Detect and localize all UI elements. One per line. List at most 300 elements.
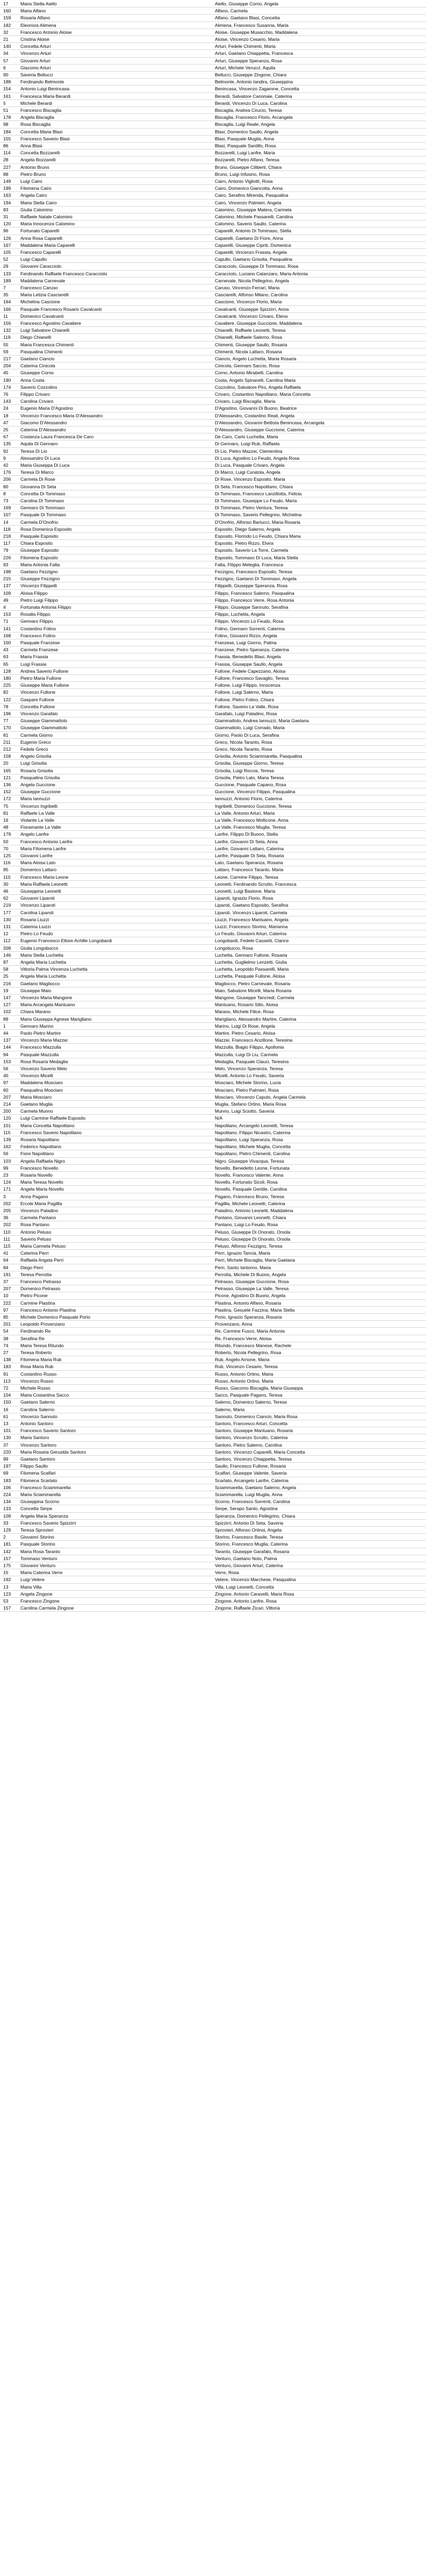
person-name-cell: Gennaro Marino [20,1023,54,1029]
parents-cell: Di Tommaso, Pietro Ventura, Teresa [215,505,288,511]
parents-cell: Munno, Luigi Sciotto, Saveria [215,1108,275,1114]
parents-cell: Re, Francesco Verre, Aloisa [215,1335,272,1341]
person-name-cell: Maria Filomena Lanfre [20,845,67,851]
person-name-cell: Luigi Frassia [20,661,47,667]
person-name-cell: Anna Rosa Caparelli [20,235,62,241]
table-row [0,732,426,739]
person-name-cell: Ferdinando Re [20,1328,51,1334]
table-row [0,1541,426,1548]
person-name-cell: Maria Carmela Peluso [20,1243,66,1249]
person-name-cell: Giacomo D'Alessandro [20,419,67,425]
person-name-cell: Domenico Petrasso [20,1286,61,1292]
table-row [0,207,426,214]
parents-cell: Bozzarelli, Luigi Lanfre, Maria [215,150,275,156]
person-name-cell: Vincenzo Paladino [20,1208,59,1213]
person-name-cell: Vincenzo Santoro [20,1442,56,1448]
person-name-cell: Caterina Liuzzi [20,924,51,929]
person-name-cell: Vincenzo Filippelli [20,583,57,589]
parents-cell: Fezzigno, Gaetano Di Tommaso, Angela [215,576,297,582]
record-number-cell: 205 [3,1208,11,1213]
parents-cell: Sprovieri, Alfonso Ortinoi, Angela [215,1527,282,1533]
parents-cell: Fullone, Fedele Capezzano, Aloisa [215,668,286,674]
record-number-cell: 119 [3,335,11,340]
record-number-cell: 190 [3,377,11,383]
person-name-cell: Luigi Vetere [20,1577,45,1583]
record-number-cell: 73 [3,498,9,503]
person-name-cell: Teresa Di Lio [20,448,47,454]
record-number-cell: 109 [3,590,11,596]
parents-cell: Cairo, Serafino Mirenda, Pasqualina [215,193,288,198]
table-row [0,519,426,526]
person-name-cell: Francesco Sciammarella [20,1484,71,1490]
parents-cell: Arturi, Michele Veruccl, Aquila [215,65,276,70]
parents-cell: Re, Carmine Fusco, Maria Antonia [215,1328,285,1334]
parents-cell: Folino, Gennaro Sorrenti, Caterina [215,625,285,631]
parents-cell: Ciancio, Angelo Luchetta, Maria Rosaria [215,356,297,361]
person-name-cell: Domenico Lattaro [20,867,57,873]
person-name-cell: Concetta Arturi [20,44,51,49]
record-number-cell: 197 [3,1463,11,1469]
parents-cell: Napolitano, Filippo Nicastro, Caterina [215,1129,291,1135]
parents-cell: Cairo, Domenico Giancotta, Anna [215,186,283,191]
record-number-cell: 44 [3,1030,9,1036]
person-name-cell: Filomena Scarlato [20,1477,57,1483]
table-row [0,100,426,107]
record-number-cell: 147 [3,995,11,1000]
parents-cell: Ingribelli, Domenico Guccione, Teresa [215,803,292,809]
person-name-cell: Fiore Napolitano [20,1151,54,1157]
record-number-cell: 182 [3,22,11,28]
parents-cell: Chianelli, Raffaele Leonetti, Teresa [215,328,286,333]
table-row [0,497,426,504]
record-number-cell: 204 [3,363,11,369]
parents-cell: Martire, Pietro Cesario, Aloisa [215,1030,276,1036]
person-name-cell: Maria Sciammarella [20,1492,61,1497]
person-name-cell: Vincenzo Maria Mazzei [20,1037,68,1043]
record-number-cell: 2 [3,1534,6,1540]
person-name-cell: Francesco Folino [20,632,56,638]
parents-cell: Bellucci, Giuseppe Zingone, Chiara [215,72,287,77]
record-number-cell: 100 [3,640,11,645]
table-row [0,156,426,163]
parents-cell: Lanfre, Giovanni Di Seta, Anna [215,838,278,844]
person-name-cell: Francesco Maria Leone [20,874,69,880]
record-number-cell: 172 [3,796,11,802]
parents-cell: Vetere, Vincenzo Marchese, Pasqualina [215,1577,296,1583]
record-number-cell: 57 [3,58,9,63]
person-name-cell: Michele Domenico Pasquale Porio [20,1314,90,1320]
parents-cell: N/A [215,1115,223,1121]
record-number-cell: 101 [3,1122,11,1128]
parents-cell: Grisolia, Antonio Sciammarella, Pasqualina [215,753,302,759]
parents-cell: Luchetta, Pasquale Fullone, Aloisa [215,973,285,979]
person-name-cell: Anna Costa [20,377,45,383]
parents-cell: Casciarelli, Alfonso Milano, Carolina [215,292,288,298]
person-name-cell: Maria Giuseppa Di Luca [20,462,70,468]
table-row [0,689,426,696]
table-row [0,994,426,1001]
table-row [0,1236,426,1243]
parents-cell: Bruno, Giuseppe Ciliberti, Chiara [215,164,282,170]
parents-cell: Plastina, Antonio Alfano, Rosaria [215,1300,281,1306]
table-row [0,1356,426,1363]
person-name-cell: Francesco Saverio Blasi [20,136,70,141]
parents-cell: Filippo, Francesco Verre, Rosa Antonia [215,597,294,603]
person-name-cell: Pietro Luigi Filippo [20,597,58,603]
record-number-cell: 177 [3,909,11,915]
table-row [0,377,426,384]
record-number-cell: 176 [3,469,11,475]
person-name-cell: Carolina Carmela Zingone [20,1605,74,1611]
record-number-cell: 183 [3,1477,11,1483]
person-name-cell: Luigi Cairo [20,179,42,184]
person-name-cell: Luigi Capullo [20,257,47,262]
table-row [0,398,426,405]
parents-cell: Di Marco, Luigi Curatola, Angela [215,469,280,475]
record-number-cell: 152 [3,789,11,795]
parents-cell: Luchetta, Gennaro Fullone, Rosaria [215,952,287,958]
parents-cell: Liuzzi, Francesco Storino, Marianna [215,924,288,929]
record-number-cell: 29 [3,264,9,269]
parents-cell: Venturo, Giovanni Arturi, Caterina [215,1563,283,1568]
person-name-cell: Rosa Pantano [20,1222,49,1228]
record-number-cell: 196 [3,711,11,716]
table-row [0,845,426,852]
table-row [0,824,426,831]
table-row [0,1562,426,1569]
person-name-cell: Pasquale Storino [20,1541,55,1547]
table-row [0,341,426,348]
person-name-cell: Giovanni Storino [20,1534,54,1540]
table-row [0,291,426,298]
person-name-cell: Costantino Folino [20,625,56,631]
table-row [0,391,426,398]
parents-cell: Di Seta, Francesco Napolitano, Chiara [215,483,293,489]
person-name-cell: Giuseppe Fezzigno [20,576,60,582]
record-number-cell: 140 [3,44,11,49]
parents-cell: Muglia, Stefano Ortino, Maria Rosa [215,1101,286,1107]
parents-cell: Bruno, Luigi Infusino, Rosa [215,171,270,177]
table-row [0,36,426,43]
parents-cell: Longobardi, Fedele Cassetti, Clarice [215,938,289,944]
person-name-cell: Giuseppe Guccione [20,789,61,795]
parents-cell: Biscaglia, Francesco Florio, Arcangela [215,115,293,120]
table-row [0,753,426,760]
record-number-cell: 208 [3,945,11,951]
record-number-cell: 70 [3,845,9,851]
table-row [0,1363,426,1370]
record-number-cell: 183 [3,1364,11,1370]
table-row [0,1527,426,1534]
record-number-cell: 37 [3,1279,9,1284]
table-row [0,1044,426,1051]
table-row [0,902,426,909]
record-number-cell: 37 [3,1442,9,1448]
record-number-cell: 12 [3,931,9,937]
person-name-cell: Raffaele Natale Calomino [20,214,73,219]
table-row [0,582,426,589]
table-row [0,1491,426,1498]
table-row [0,710,426,717]
record-number-cell: 35 [3,292,9,298]
person-name-cell: Francesco Antonio Lanfre [20,838,73,844]
parents-cell: Aloise, Giuseppe Musacchio, Maddalena [215,29,298,35]
person-name-cell: Filomena Cairo [20,186,52,191]
person-name-cell: Angela Cairo [20,193,47,198]
person-name-cell: Caterina Perri [20,1250,49,1256]
person-name-cell: Giovanni Lanfre [20,853,53,858]
person-name-cell: Giovanni Caracciolo [20,264,62,269]
record-number-cell: 78 [3,703,9,709]
person-name-cell: Giovanni Venturo [20,1563,56,1568]
table-row [0,1513,426,1520]
table-row [0,866,426,873]
person-name-cell: Maria Teresa Novello [20,1179,63,1185]
parents-cell: Rub, Angelo Arnone, Maria [215,1357,270,1363]
table-row [0,1271,426,1278]
person-name-cell: Rosa Biscaglia [20,122,51,127]
parents-cell: Alimena, Francesco Susanna, Maria [215,22,289,28]
person-name-cell: Cristina Aloise [20,37,49,42]
table-row [0,483,426,490]
table-row [0,1498,426,1505]
person-name-cell: Concetta Bozzarelli [20,150,60,156]
record-number-cell: 202 [3,1200,11,1206]
parents-cell: Verre, Rosa [215,1570,239,1576]
record-number-cell: 161 [3,93,11,99]
parents-cell: Picone, Agostino Di Buono, Angela [215,1293,286,1299]
table-row [0,1427,426,1434]
table-row [0,129,426,136]
record-number-cell: 72 [3,1385,9,1391]
person-name-cell: Gennaro Filippo [20,618,53,624]
person-name-cell: Maria Arcangela Mantuano [20,1002,75,1008]
record-number-cell: 17 [3,1,9,6]
parents-cell: Peluso, Alfonso Fezzigno, Teresa [215,1243,283,1249]
person-name-cell: Gaetano Muglia [20,1101,53,1107]
person-name-cell: Carmela Pantano [20,1215,56,1221]
person-name-cell: Pasqualina Mosciaro [20,1087,63,1093]
record-number-cell: 153 [3,611,11,617]
parents-cell: Novello, Pasquale Gentile, Carolina [215,1186,287,1192]
parents-cell: Giammattolo, Andrea Iannuzzi, Maria Gaetana [215,718,309,724]
record-number-cell: 97 [3,1080,9,1086]
parents-cell: Calomino, Michele Passarelli, Carolina [215,214,293,219]
record-number-cell: 137 [3,1037,11,1043]
record-number-cell: 163 [3,193,11,198]
parents-cell: Bozzarelli, Pietro Alfano, Teresa [215,157,279,163]
table-row [0,412,426,419]
person-name-cell: Maria Antonia Falta [20,561,60,567]
record-number-cell: 92 [3,448,9,454]
parents-cell: Calomino, Giuseppe Matera, Carmela [215,207,292,212]
person-name-cell: Anna Blasi [20,143,42,148]
parents-cell: Perri, Santo Iantorno, Maria [215,1264,271,1270]
record-number-cell: 198 [3,569,11,574]
parents-cell: Di Tommaso, Saverio Pellegrino, Michelina [215,512,302,518]
table-row [0,1591,426,1598]
table-row [0,362,426,369]
table-row [0,1392,426,1399]
parents-cell: Lattaro, Francesco Taranto, Maria [215,867,284,873]
record-number-cell: 117 [3,540,11,546]
table-row [0,1023,426,1030]
table-row [0,575,426,582]
table-row [0,1399,426,1406]
parents-cell: Santoro, Giuseppe Mantuano, Rosaria [215,1428,293,1434]
person-name-cell: Maria Rosa Taranto [20,1548,61,1554]
record-number-cell: 118 [3,526,11,532]
table-row [0,462,426,469]
record-number-cell: 175 [3,1563,11,1568]
table-row [0,945,426,952]
parents-cell: Marino, Luigi Di Rose, Angela [215,1023,275,1029]
table-row [0,554,426,561]
table-row [0,426,426,433]
person-name-cell: Vincenzo Maria Mangone [20,995,73,1000]
parents-cell: Chimenti, Giuseppe Saullo, Rosaria [215,341,287,347]
person-name-cell: Caterina D'Alessandro [20,427,66,432]
record-number-cell: 58 [3,966,9,972]
parents-cell: Leonetti, Ferdinando Scrutto, Francesca [215,881,297,887]
record-number-cell: 126 [3,235,11,241]
parents-cell: Longobucco, Rosa [215,945,253,951]
parents-cell: Storino, Francesco Muglia, Caterina [215,1541,288,1547]
parents-cell: Marano, Michele Filice, Rosa [215,1009,274,1015]
person-name-cell: Gaetano Magliocco [20,980,60,986]
parents-cell: Esposito, Florindo Lo Feudo, Chiara Maria [215,533,301,539]
person-name-cell: Vincenzo Garafalo [20,711,58,716]
person-name-cell: Aquila Di Gennaro [20,441,58,447]
record-number-cell: 101 [3,1428,11,1434]
table-row [0,1172,426,1179]
parents-cell: Paladino, Antonio Leonetti, Maddalena [215,1208,293,1213]
person-name-cell: Andrea Saverio Fullone [20,668,68,674]
record-number-cell: 225 [3,682,11,688]
parents-cell: Di Luca, Pasquale Crivaro, Angela [215,462,285,468]
person-name-cell: Maria Raffaela Leonetti [20,881,68,887]
table-row [0,220,426,227]
person-name-cell: Angela Zingone [20,1591,53,1597]
record-number-cell: 99 [3,1456,9,1462]
parents-cell: Lanfre, Pasquale Di Seta, Rosaria [215,853,284,858]
table-row [0,1484,426,1491]
table-row [0,440,426,447]
parents-cell: Zingone, Antonio Lanfre, Rosa [215,1598,277,1604]
table-row [0,192,426,199]
table-row [0,1598,426,1605]
table-row [0,320,426,327]
table-row [0,625,426,632]
table-row [0,1576,426,1583]
person-name-cell: Maria Aloisa Lato [20,860,56,866]
table-row [0,1434,426,1441]
record-number-cell: 105 [3,250,11,255]
table-row [0,1094,426,1101]
table-row [0,79,426,86]
table-row [0,227,426,234]
person-name-cell: Costanza Laura Francesca De Caro [20,434,94,440]
record-number-cell: 99 [3,1165,9,1171]
parents-cell: Franzese, Pietro Speranza, Caterina [215,647,289,653]
record-number-cell: 3 [3,1193,6,1199]
parents-cell: Corno, Antonio Mirabelli, Carolina [215,370,283,376]
table-row [0,639,426,646]
parents-cell: Fezzigno, Francesco Esposito, Teresa [215,569,292,574]
parents-cell: Sciammarella, Luigi Muglia, Anna [215,1492,283,1497]
person-name-cell: Rosaria Grisolia [20,767,53,773]
parents-cell: Magliocco, Pietro Carnevale, Rosaria [215,980,291,986]
table-row [0,781,426,788]
record-number-cell: 13 [3,1584,9,1590]
table-row [0,235,426,242]
table-row [0,1321,426,1328]
table-row [0,1264,426,1271]
record-number-cell: 28 [3,157,9,163]
person-name-cell: Antonio Bruno [20,164,49,170]
record-number-cell: 218 [3,533,11,539]
parents-cell: Melo, Vincenzo Speranza, Teresa [215,1066,283,1071]
parents-cell: Leone, Carmine Filippo, Teresa [215,874,278,880]
table-row [0,916,426,923]
table-row [0,405,426,412]
person-name-cell: Vincenzo Ingribelli [20,803,57,809]
record-number-cell: 23 [3,1172,9,1178]
person-name-cell: Chiara Marano [20,1009,51,1015]
table-row [0,1072,426,1079]
record-number-cell: 10 [3,1293,9,1299]
parents-cell: Liparoti, Vincenzo Liparoti, Carmela [215,909,287,915]
record-number-cell: 132 [3,328,11,333]
record-number-cell: 133 [3,271,11,276]
table-row [0,668,426,675]
parents-cell: Biscaglia, Luigi Reale, Angela [215,122,275,127]
record-number-cell: 206 [3,476,11,482]
table-row [0,987,426,994]
table-row [0,1229,426,1236]
record-number-cell: 79 [3,547,9,553]
person-name-cell: Maria Rosaria Geruslda Santoro [20,1449,86,1455]
record-number-cell: 129 [3,1527,11,1533]
person-name-cell: Ferdinando Raffaele Francesco Caracciolo [20,271,107,276]
table-row [0,604,426,611]
table-row [0,1008,426,1015]
table-row [0,107,426,114]
record-number-cell: 49 [3,597,9,603]
parents-cell: Mazzulla, Biagio Filippo, Apollonia [215,1044,284,1050]
person-name-cell: Serafina Re [20,1335,45,1341]
table-row [0,852,426,859]
table-row [0,646,426,653]
record-number-cell: 107 [3,512,11,518]
person-name-cell: Giuseppe Maria Fullone [20,682,69,688]
record-number-cell: 224 [3,1492,11,1497]
person-name-cell: Carmela Munno [20,1108,53,1114]
person-name-cell: Tommaso Venturo [20,1555,57,1561]
parents-cell: Arturi, Giuseppe Speranza, Rosa [215,58,282,63]
table-row [0,632,426,639]
person-name-cell: Francesco Zingone [20,1598,60,1604]
table-row [0,1335,426,1342]
person-name-cell: Pasquale Mazzulla [20,1051,59,1057]
table-row [0,384,426,391]
table-row [0,86,426,92]
table-row [0,966,426,973]
table-row [0,419,426,426]
record-number-cell: 110 [3,874,11,880]
table-row [0,455,426,462]
table-row [0,1115,426,1122]
